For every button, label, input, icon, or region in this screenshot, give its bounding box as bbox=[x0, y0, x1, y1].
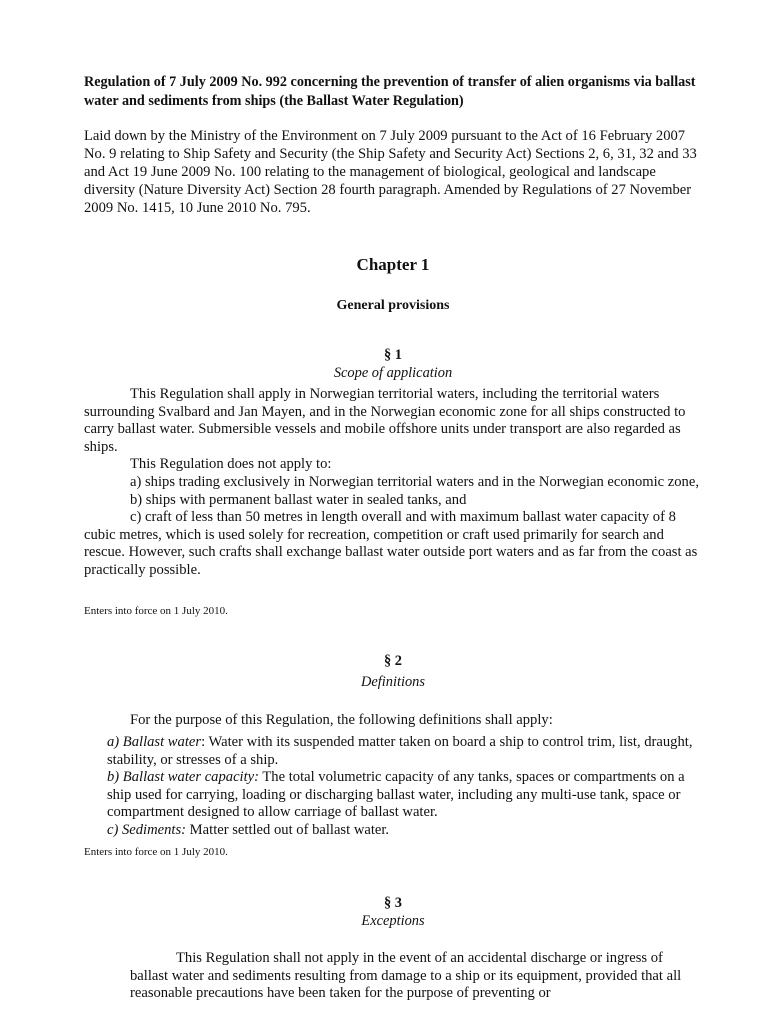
section-2-title: Definitions bbox=[361, 674, 425, 690]
section-3-paragraph-1: This Regulation shall not apply in the event of an accidental discharge or ingress of ballast water and sediments resulting from damage to a ship or its equipment, provided that all reasonable precautions have been taken for the purpose of preventing or bbox=[130, 950, 682, 1002]
definition-ballast-water bbox=[107, 734, 707, 769]
regulation-title: Regulation of 7 July 2009 No. 992 concerning the prevention of transfer of alien organisms via ballast water and sediments from ships (the Ballast Water Regulation) bbox=[84, 74, 696, 109]
section-1-item-c: c) craft of less than 50 metres in length overall and with maximum ballast water capacity of 8 cubic metres, which is used solely for recreation, competition or craft used primarily for search and rescue. However, such crafts shall exchange ballast water outside port waters and as far from the coast as practically possible. bbox=[84, 509, 698, 578]
section-1-paragraph-1: This Regulation shall apply in Norwegian territorial waters, including the territorial waters surrounding Svalbard and Jan Mayen, and in the Norwegian economic zone for all ships constructed to carry ballast water. Submersible vessels and mobile offshore units under transport are also regarded as ships. bbox=[84, 386, 686, 455]
section-2-number: § 2 bbox=[384, 653, 402, 669]
section-2-intro bbox=[84, 712, 702, 730]
section-1-item-b: b) ships with permanent ballast water in sealed tanks, and bbox=[130, 491, 467, 508]
section-1-effective-note: Enters into force on 1 July 2010. bbox=[84, 605, 228, 617]
definition-label: b) Ballast water capacity: bbox=[107, 769, 259, 786]
section-1-number: § 1 bbox=[384, 347, 402, 363]
section-2-paragraph-1: For the purpose of this Regulation, the following definitions shall apply: bbox=[130, 712, 553, 728]
definition-label: c) Sediments: bbox=[107, 821, 187, 838]
section-2-effective-note: Enters into force on 1 July 2010. bbox=[84, 846, 228, 858]
section-3-number: § 3 bbox=[384, 895, 402, 911]
section-3-body bbox=[130, 950, 704, 1003]
chapter-heading: Chapter 1 bbox=[356, 255, 430, 274]
definition-text: Matter settled out of ballast water. bbox=[186, 821, 390, 838]
chapter-title: General provisions bbox=[336, 298, 450, 313]
definition-text: The total volumetric capacity of any tanks, spaces or compartments on a ship used for carrying, loading or discharging ballast water, including any multi-use tank, space or compartment designed to allow carriage of ballast water. bbox=[107, 769, 685, 821]
definition-ballast-water-capacity bbox=[107, 769, 707, 822]
section-2-definitions bbox=[107, 734, 707, 840]
section-1-item-a: a) ships trading exclusively in Norwegian territorial waters and in the Norwegian economic zone, bbox=[130, 473, 699, 490]
definition-text: : Water with its suspended matter taken on board a ship to control trim, list, draught, stability, or stresses of a ship. bbox=[107, 734, 693, 768]
section-1-title: Scope of application bbox=[333, 365, 453, 381]
section-1-paragraph-2: This Regulation does not apply to: bbox=[130, 456, 332, 473]
section-3-title: Exceptions bbox=[361, 913, 425, 929]
section-1-body bbox=[84, 386, 702, 580]
definition-label: a) Ballast water bbox=[107, 734, 202, 750]
definition-sediments bbox=[107, 822, 707, 840]
regulation-intro: Laid down by the Ministry of the Environment on 7 July 2009 pursuant to the Act of 16 February 2007 No. 9 relating to Ship Safety and Security (the Ship Safety and Security Act) Sections 2, 6, 31, 32 and 33 and Act 19 June 2009 No. 100 relating to the management of biological, geological and landscape diversity (Nature Diversity Act) Section 28 fourth paragraph. Amended by Regulations of 27 November 2009 No. 1415, 10 June 2010 No. 795. bbox=[84, 128, 697, 216]
